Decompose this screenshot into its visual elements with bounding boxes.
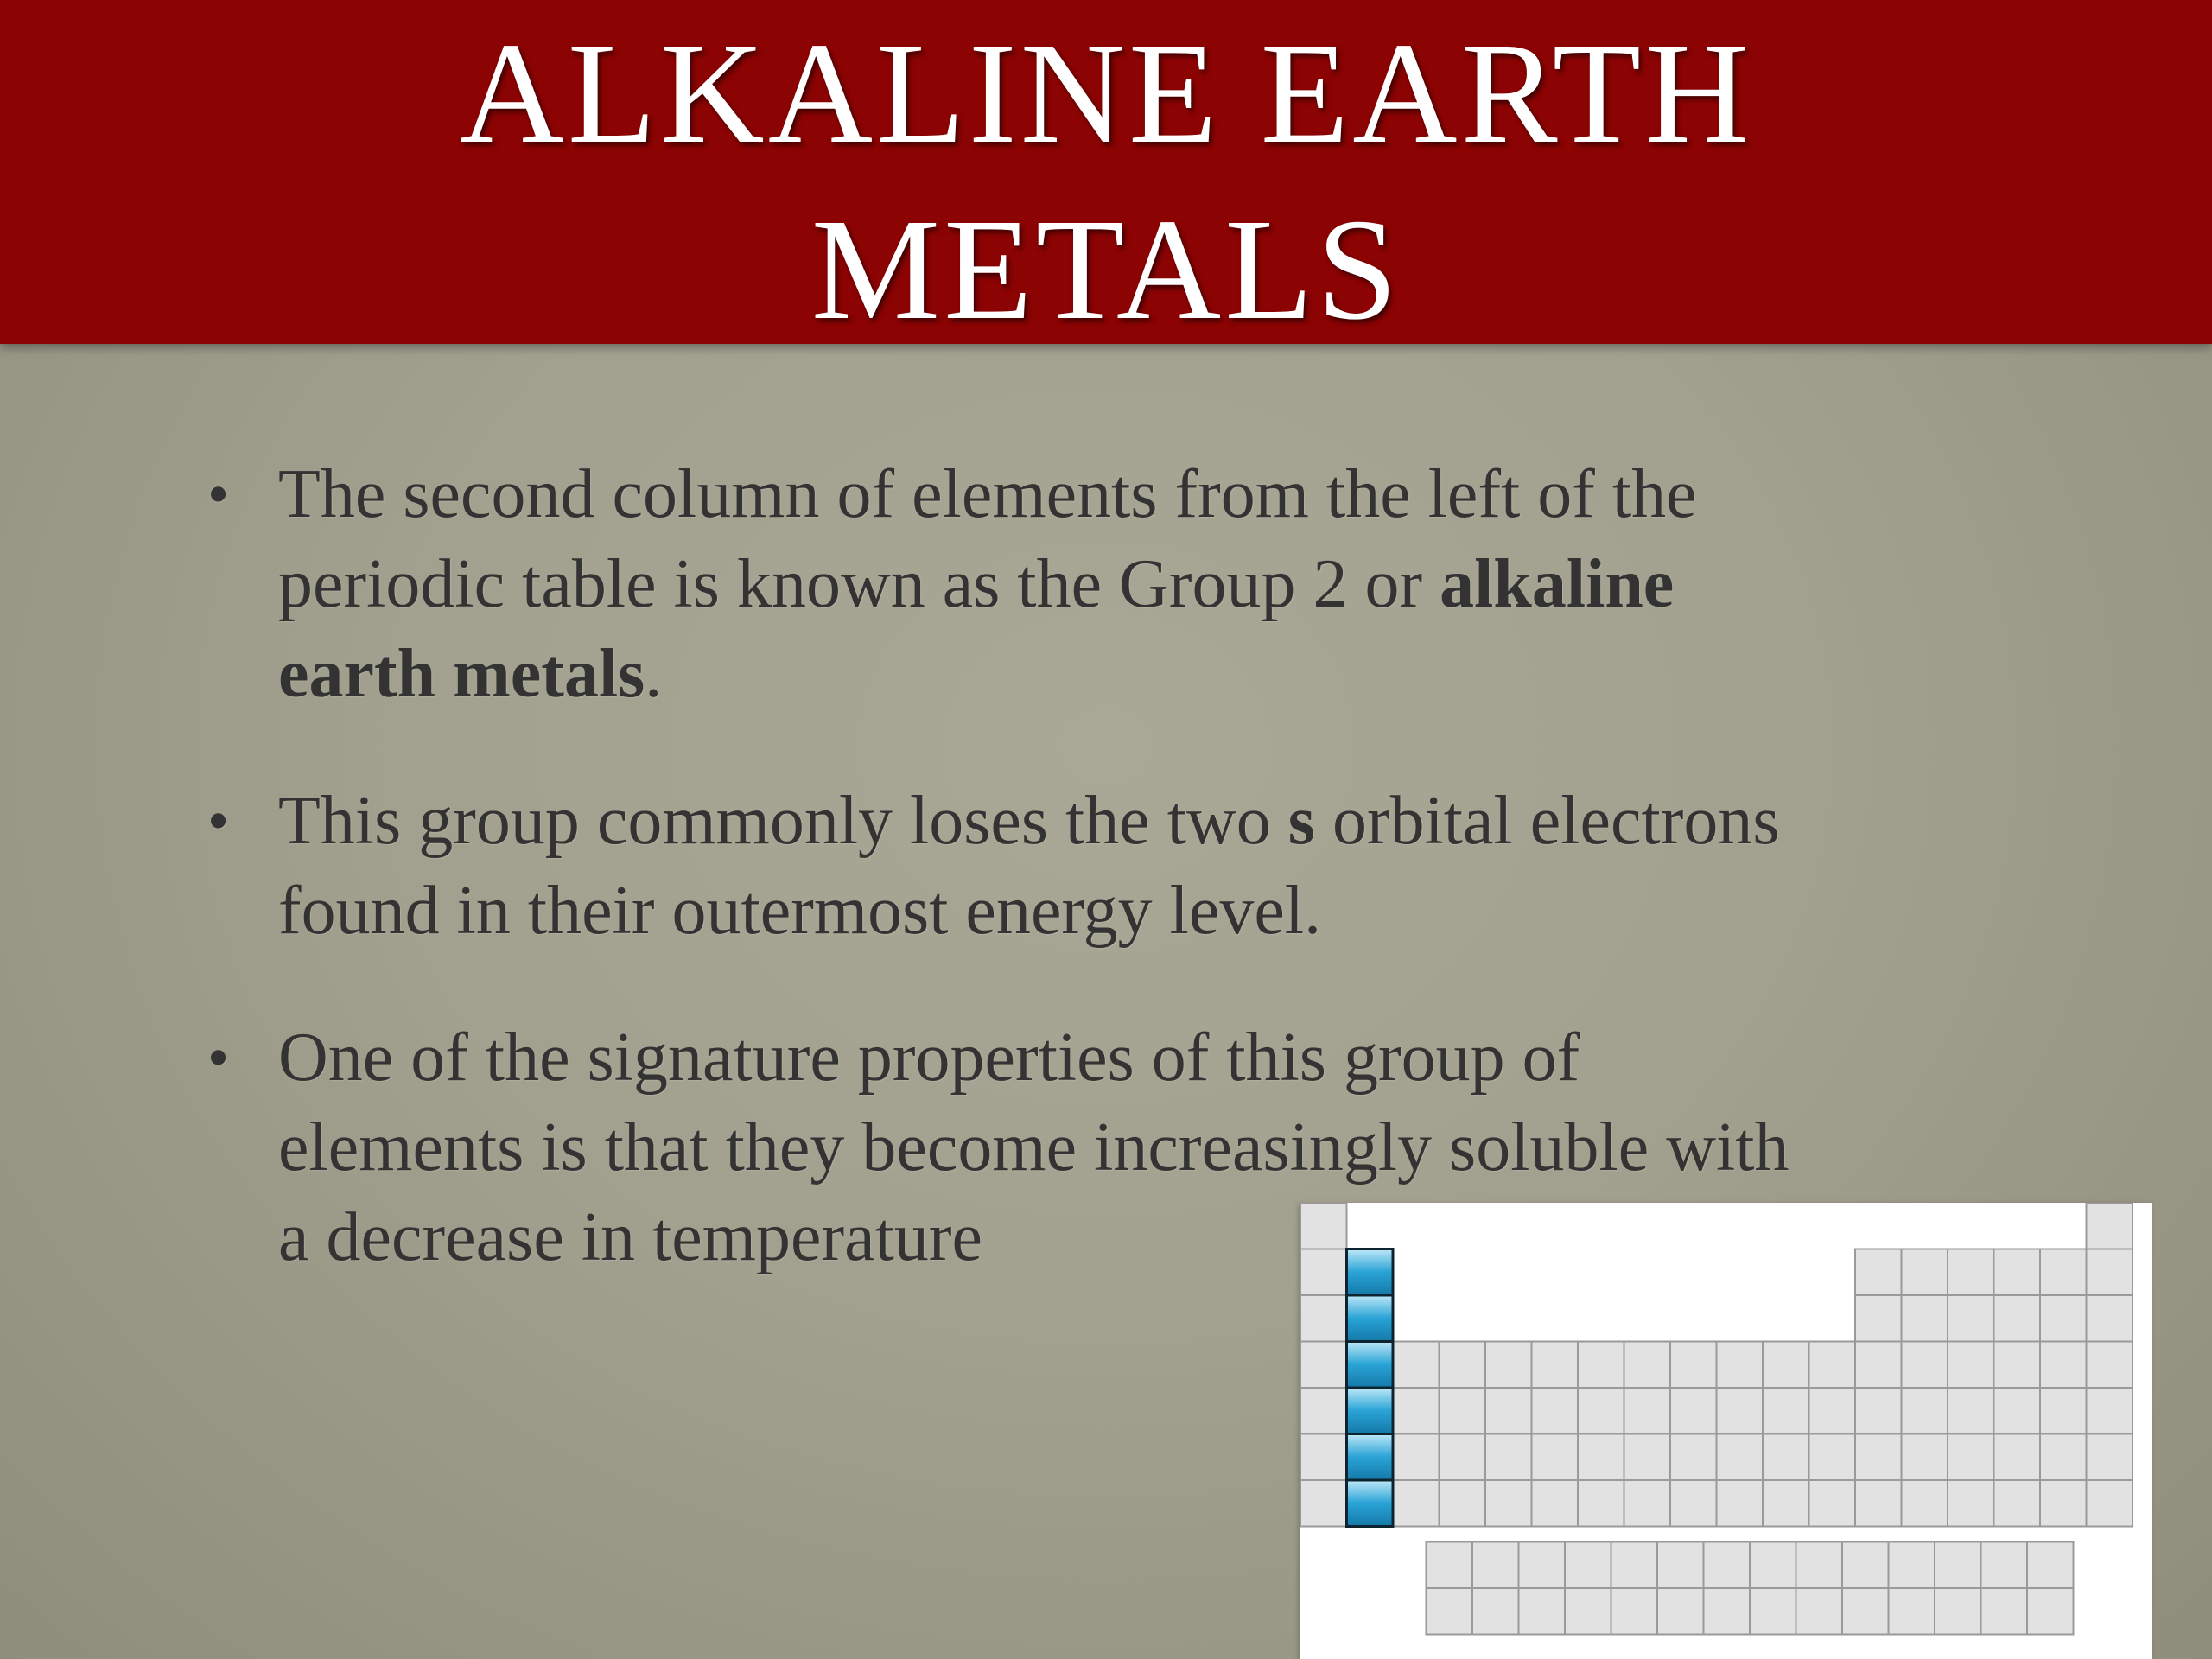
- bullet-text-line: This group commonly loses the two s orbital electrons: [278, 783, 1780, 859]
- element-cell: [2087, 1203, 2133, 1249]
- element-cell: [2087, 1249, 2133, 1296]
- element-cell: [1948, 1388, 1994, 1434]
- element-cell: [1532, 1342, 1579, 1389]
- element-cell: [1981, 1542, 2028, 1589]
- element-cell: [1902, 1388, 1948, 1434]
- element-cell: [1440, 1388, 1486, 1434]
- element-cell: [1578, 1388, 1624, 1434]
- element-cell: [1532, 1480, 1579, 1527]
- element-cell: [1472, 1588, 1519, 1635]
- element-cell: [1809, 1480, 1856, 1527]
- element-cell: [1889, 1542, 1936, 1589]
- element-cell: [1300, 1249, 1347, 1296]
- element-cell: [1440, 1480, 1486, 1527]
- bullet-text-line: One of the signature properties of this group of: [278, 1020, 1580, 1096]
- bullet-marker: •: [207, 786, 230, 855]
- element-cell: [1670, 1480, 1717, 1527]
- element-cell: [1855, 1342, 1902, 1389]
- element-cell: [1842, 1588, 1889, 1635]
- element-cell: [1393, 1434, 1440, 1481]
- group-2-element-cell: [1347, 1342, 1394, 1389]
- element-cell: [1902, 1480, 1948, 1527]
- element-cell: [2040, 1249, 2087, 1296]
- bullet-item-2: [199, 776, 1979, 956]
- element-cell: [1565, 1542, 1611, 1589]
- element-cell: [2040, 1342, 2087, 1389]
- group-2-element-cell: [1347, 1434, 1394, 1481]
- element-cell: [1948, 1434, 1994, 1481]
- bold-term: alkaline: [1440, 546, 1675, 622]
- element-cell: [1994, 1295, 2041, 1342]
- element-cell: [2040, 1388, 2087, 1434]
- element-cell: [2040, 1480, 2087, 1527]
- element-cell: [1750, 1588, 1796, 1635]
- periodic-table-diagram: [1300, 1203, 2152, 1659]
- element-cell: [1763, 1342, 1809, 1389]
- element-cell: [1902, 1295, 1948, 1342]
- element-cell: [1393, 1388, 1440, 1434]
- element-cell: [1717, 1342, 1764, 1389]
- bullet-text-line: elements is that they become increasingly soluble with: [278, 1109, 1789, 1185]
- element-cell: [1809, 1434, 1856, 1481]
- element-cell: [1948, 1295, 1994, 1342]
- element-cell: [1948, 1480, 1994, 1527]
- element-cell: [1809, 1388, 1856, 1434]
- element-cell: [1670, 1388, 1717, 1434]
- group-2-element-cell: [1347, 1480, 1394, 1527]
- bullet-text-line: periodic table is known as the Group 2 or alkaline: [278, 546, 1675, 622]
- element-cell: [1300, 1295, 1347, 1342]
- element-cell: [1763, 1388, 1809, 1434]
- element-cell: [1889, 1588, 1936, 1635]
- element-cell: [1994, 1480, 2041, 1527]
- element-cell: [1565, 1588, 1611, 1635]
- element-cell: [1624, 1434, 1671, 1481]
- element-cell: [1796, 1542, 1843, 1589]
- bullet-text-line: a decrease in temperature: [278, 1199, 983, 1275]
- element-cell: [1855, 1388, 1902, 1434]
- bullet-text-line: The second column of elements from the left of the: [278, 456, 1697, 532]
- element-cell: [1855, 1434, 1902, 1481]
- element-cell: [1578, 1342, 1624, 1389]
- bold-term: earth metals: [278, 636, 645, 712]
- element-cell: [1657, 1542, 1704, 1589]
- element-cell: [1393, 1480, 1440, 1527]
- group-2-element-cell: [1347, 1249, 1394, 1296]
- element-cell: [2027, 1542, 2074, 1589]
- element-cell: [1855, 1249, 1902, 1296]
- element-cell: [1935, 1542, 1981, 1589]
- element-cell: [2087, 1295, 2133, 1342]
- element-cell: [1717, 1388, 1764, 1434]
- element-cell: [1300, 1342, 1347, 1389]
- element-cell: [1994, 1342, 2041, 1389]
- bullet-text-line: found in their outermost energy level.: [278, 873, 1322, 949]
- element-cell: [1485, 1388, 1532, 1434]
- element-cell: [1427, 1542, 1473, 1589]
- element-cell: [1578, 1480, 1624, 1527]
- element-cell: [1981, 1588, 2028, 1635]
- element-cell: [1485, 1342, 1532, 1389]
- element-cell: [1717, 1434, 1764, 1481]
- element-cell: [1300, 1203, 1347, 1249]
- element-cell: [1670, 1342, 1717, 1389]
- element-cell: [1809, 1342, 1856, 1389]
- element-cell: [1855, 1295, 1902, 1342]
- element-cell: [1750, 1542, 1796, 1589]
- element-cell: [1717, 1480, 1764, 1527]
- element-cell: [1485, 1480, 1532, 1527]
- element-cell: [1842, 1542, 1889, 1589]
- element-cell: [2087, 1388, 2133, 1434]
- element-cell: [1704, 1588, 1751, 1635]
- periodic-table-image: [1300, 1203, 2152, 1659]
- element-cell: [1704, 1542, 1751, 1589]
- bullet-marker: •: [207, 1023, 230, 1092]
- bullet-text-line: earth metals.: [278, 636, 663, 712]
- element-cell: [1855, 1480, 1902, 1527]
- element-cell: [1519, 1588, 1566, 1635]
- slide-title-line-1: ALKALINE EARTH: [459, 13, 1753, 174]
- element-cell: [1611, 1542, 1658, 1589]
- element-cell: [1948, 1249, 1994, 1296]
- element-cell: [1902, 1249, 1948, 1296]
- element-cell: [1994, 1434, 2041, 1481]
- element-cell: [1393, 1342, 1440, 1389]
- element-cell: [1519, 1542, 1566, 1589]
- element-cell: [1948, 1342, 1994, 1389]
- slide-title: [0, 5, 2212, 358]
- title-bar: [0, 0, 2212, 350]
- element-cell: [1902, 1434, 1948, 1481]
- group-2-element-cell: [1347, 1295, 1394, 1342]
- element-cell: [2027, 1588, 2074, 1635]
- element-cell: [2087, 1342, 2133, 1389]
- element-cell: [1624, 1342, 1671, 1389]
- element-cell: [1670, 1434, 1717, 1481]
- element-cell: [1300, 1388, 1347, 1434]
- element-cell: [1427, 1588, 1473, 1635]
- element-cell: [1300, 1434, 1347, 1481]
- element-cell: [1657, 1588, 1704, 1635]
- element-cell: [2040, 1295, 2087, 1342]
- element-cell: [1578, 1434, 1624, 1481]
- element-cell: [1935, 1588, 1981, 1635]
- bold-term: s: [1287, 783, 1315, 859]
- element-cell: [1796, 1588, 1843, 1635]
- element-cell: [1763, 1480, 1809, 1527]
- element-cell: [1532, 1388, 1579, 1434]
- bullet-marker: •: [207, 460, 230, 529]
- element-cell: [1994, 1249, 2041, 1296]
- element-cell: [1440, 1434, 1486, 1481]
- element-cell: [1440, 1342, 1486, 1389]
- element-cell: [1624, 1480, 1671, 1527]
- slide-title-line-2: METALS: [810, 189, 1402, 350]
- element-cell: [2040, 1434, 2087, 1481]
- element-cell: [2087, 1480, 2133, 1527]
- group-2-element-cell: [1347, 1388, 1394, 1434]
- element-cell: [1472, 1542, 1519, 1589]
- element-cell: [1611, 1588, 1658, 1635]
- element-cell: [1532, 1434, 1579, 1481]
- element-cell: [1763, 1434, 1809, 1481]
- element-cell: [1485, 1434, 1532, 1481]
- element-cell: [1994, 1388, 2041, 1434]
- element-cell: [1902, 1342, 1948, 1389]
- element-cell: [2087, 1434, 2133, 1481]
- element-cell: [1624, 1388, 1671, 1434]
- element-cell: [1300, 1480, 1347, 1527]
- bullet-item-1: [199, 449, 1979, 719]
